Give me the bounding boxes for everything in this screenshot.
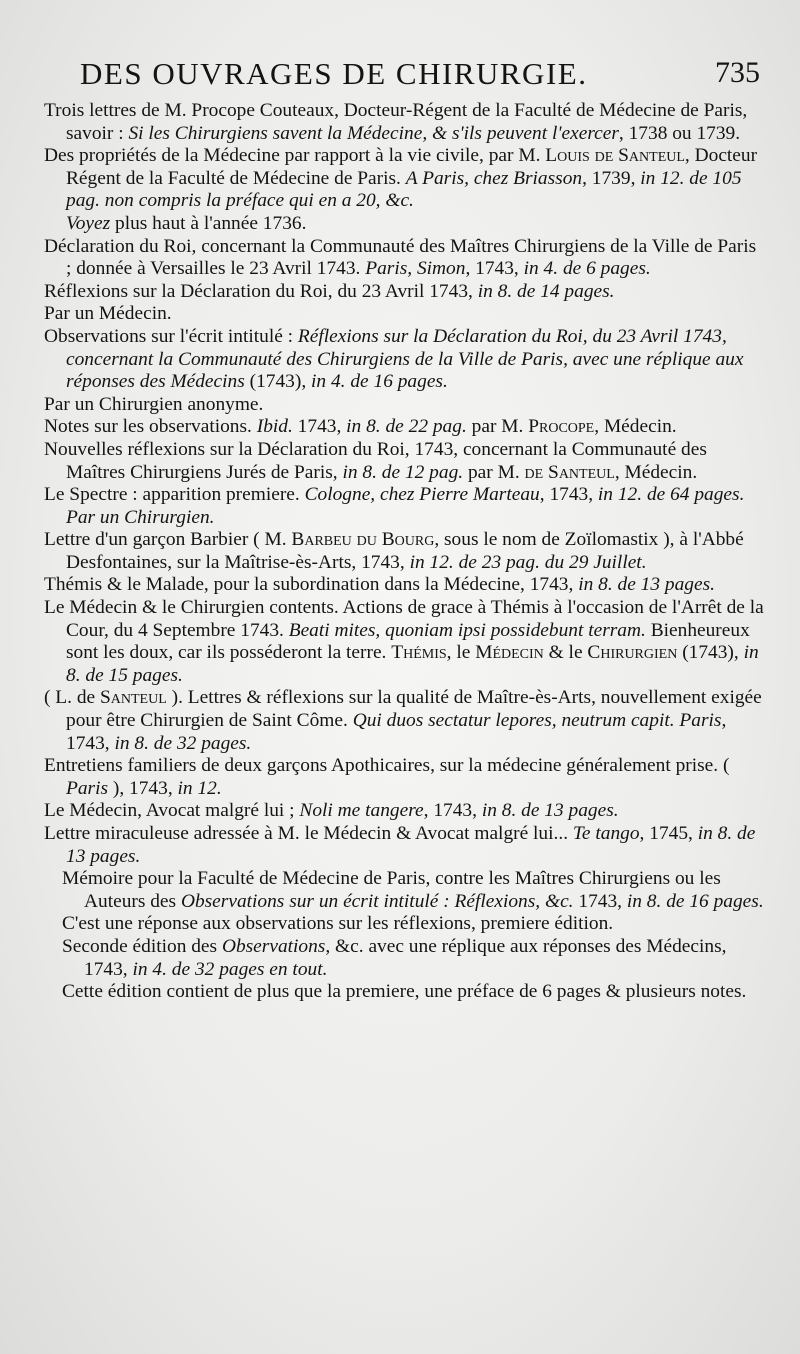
- entry-text: Seconde édition des: [62, 935, 222, 957]
- entry-text: ). Lettres & réflexions sur la qualité de Maître-ès-Arts, nouvellement exigée pour être Chirurgien de Saint Côme.: [66, 687, 762, 732]
- entry-text: Des propriétés de la Médecine par rapport à la vie civile, par M.: [44, 145, 546, 167]
- entry-text: , sous le nom de Zoïlomastix ), à l'Abbé Desfontaines, sur la Maîtrise-ès-Arts, 1743,: [66, 529, 744, 573]
- bibliography-entry: [44, 936, 766, 981]
- entry-text: , 1743,: [539, 484, 598, 506]
- italic-text: Qui duos sectatur lepores, neutrum capit. Paris: [352, 710, 722, 732]
- bibliography-entry: [44, 439, 766, 484]
- entry-text: Entretiens familiers de deux garçons Apothicaires, sur la médecine généralement prise. (: [44, 755, 730, 777]
- entry-text: Bienheureux sont les doux, car ils posséderont la terre.: [66, 619, 750, 664]
- small-caps-text: de Santeul: [524, 461, 615, 483]
- italic-text: A Paris, chez Briasson: [405, 167, 583, 189]
- entry-text: Le Spectre : apparition premiere.: [44, 484, 305, 506]
- italic-text: Observations sur un écrit intitulé : Réflexions, &c.: [180, 890, 574, 912]
- entry-text: , 1745,: [639, 823, 698, 844]
- bibliography-entry: [44, 326, 766, 394]
- bibliography-entry: [44, 100, 766, 145]
- italic-text: in 12.: [177, 777, 222, 799]
- bibliography-entry: [44, 145, 766, 213]
- bibliography-entry: [44, 823, 766, 868]
- bibliography-entry: [44, 755, 766, 800]
- entry-text: , 1739,: [582, 167, 641, 189]
- entry-text: , 1743,: [423, 800, 482, 822]
- entry-text: , Docteur Régent de la Faculté de Médecine de Paris.: [66, 145, 758, 189]
- entry-text: par M.: [466, 416, 529, 438]
- bibliography-entry: [44, 281, 766, 304]
- page-header: [70, 52, 760, 98]
- entry-text: , le: [446, 642, 476, 664]
- entry-text: Réflexions sur la Déclaration du Roi, du 23 Avril 1743,: [44, 280, 478, 302]
- entry-text: Lettre d'un garçon Barbier ( M.: [44, 529, 292, 551]
- bibliography-entry: [44, 529, 766, 574]
- entry-text: (1743),: [677, 642, 744, 664]
- italic-text: in 8. de 12 pag.: [342, 461, 464, 483]
- entry-text: , 1743,: [66, 710, 727, 754]
- bibliography-entry: [44, 868, 766, 913]
- entry-text: ( L. de: [44, 687, 100, 709]
- italic-text: Paris: [66, 777, 109, 799]
- entry-text: Nouvelles réflexions sur la Déclaration du Roi, 1743, concernant la Communauté des Maîtres Chirurgiens Jurés de Paris,: [44, 438, 707, 483]
- small-caps-text: Barbeu du Bourg: [291, 529, 435, 551]
- entry-text: Par un Médecin.: [44, 303, 172, 325]
- entry-text: ), 1743,: [108, 777, 178, 799]
- running-title: DES OUVRAGES DE CHIRURGIE.: [80, 56, 588, 91]
- bibliography-list: [44, 100, 766, 1004]
- bibliography-entry: [44, 394, 766, 417]
- bibliography-entry: [44, 913, 766, 936]
- italic-text: in 12. de 105 pag. non compris la préface qui en a 20, &c.: [66, 167, 742, 212]
- italic-text: Voyez: [66, 212, 111, 234]
- entry-text: par M.: [463, 461, 525, 483]
- italic-text: in 4. de 32 pages en tout.: [132, 958, 328, 980]
- entry-text: Mémoire pour la Faculté de Médecine de Paris, contre les Maîtres Chirurgiens ou les Auteurs des: [62, 868, 721, 912]
- italic-text: in 8. de 14 pages.: [477, 280, 615, 302]
- italic-text: in 8. de 32 pages.: [114, 732, 252, 754]
- italic-text: Ibid.: [256, 416, 293, 438]
- entry-text: & le: [543, 642, 588, 664]
- italic-text: Si les Chirurgiens savent la Médecine, & s'ils peuvent l'exercer: [128, 122, 619, 144]
- small-caps-text: Médecin: [475, 642, 544, 664]
- entry-text: Cette édition contient de plus que la premiere, une préface de 6 pages & plusieurs notes.: [62, 981, 747, 1003]
- bibliography-entry: [44, 687, 766, 755]
- italic-text: in 8. de 15 pages.: [66, 642, 759, 686]
- italic-text: Te tango: [572, 823, 640, 844]
- entry-text: Par un Chirurgien anonyme.: [44, 393, 264, 415]
- entry-text: , &c. avec une réplique aux réponses des Médecins, 1743,: [84, 935, 727, 980]
- italic-text: Beati mites, quoniam ipsi possidebunt terram.: [288, 619, 646, 641]
- italic-text: in 8. de 22 pag.: [346, 416, 467, 438]
- italic-text: in 12. de 23 pag. du 29 Juillet.: [409, 551, 647, 573]
- entry-text: (1743),: [244, 371, 312, 393]
- entry-text: Déclaration du Roi, concernant la Communauté des Maîtres Chirurgiens de la Ville de Paris ; donnée à Versailles le 23 Avril 1743.: [44, 235, 757, 280]
- entry-text: , 1738 ou 1739.: [618, 122, 741, 144]
- bibliography-entry: [44, 484, 766, 529]
- entry-text: plus haut à l'année 1736.: [110, 212, 307, 234]
- entry-text: Le Médecin & le Chirurgien contents. Actions de grace à Thémis à l'occasion de l'Arrêt de la Cour, du 4 Septembre 1743.: [44, 597, 764, 641]
- italic-text: Observations: [221, 935, 326, 957]
- entry-text: , Médecin.: [594, 416, 677, 438]
- italic-text: in 12. de 64 pages. Par un Chirurgien.: [66, 484, 745, 528]
- bibliography-entry: [44, 800, 766, 823]
- small-caps-text: Louis de Santeul: [545, 145, 685, 167]
- bibliography-entry: [44, 597, 766, 687]
- italic-text: in 8. de 13 pages.: [481, 800, 619, 822]
- entry-text: Notes sur les observations.: [44, 416, 257, 438]
- entry-text: Observations sur l'écrit intitulé :: [44, 325, 298, 347]
- entry-text: Le Médecin, Avocat malgré lui ;: [44, 800, 300, 822]
- italic-text: Réflexions sur la Déclaration du Roi, du 23 Avril 1743, concernant la Communauté des Chirurgiens de la Ville de Paris, avec une réplique aux réponses des Médecins: [66, 325, 744, 393]
- italic-text: Noli me tangere: [299, 800, 424, 822]
- small-caps-text: Chirurgien: [587, 642, 678, 664]
- entry-text: , 1743,: [465, 258, 524, 280]
- italic-text: in 8. de 16 pages.: [626, 890, 764, 912]
- entry-note: [44, 213, 766, 236]
- bibliography-entry: [44, 236, 766, 281]
- italic-text: in 4. de 16 pages.: [311, 371, 448, 393]
- bibliography-entry: [44, 303, 766, 326]
- entry-text: Thémis & le Malade, pour la subordination dans la Médecine, 1743,: [44, 574, 579, 596]
- entry-text: , Médecin.: [614, 461, 698, 483]
- bibliography-entry: [44, 416, 766, 439]
- entry-text: 1743,: [573, 890, 627, 912]
- italic-text: Paris, Simon: [365, 258, 466, 280]
- italic-text: Cologne, chez Pierre Marteau: [304, 484, 540, 506]
- page-number: 735: [715, 56, 760, 89]
- small-caps-text: Procope: [528, 416, 595, 438]
- entry-text: Trois lettres de M. Procope Couteaux, Docteur-Régent de la Faculté de Médecine de Paris, savoir :: [44, 100, 748, 144]
- italic-text: in 8. de 13 pages.: [66, 823, 756, 867]
- bibliography-entry: [44, 574, 766, 597]
- small-caps-text: Santeul: [100, 687, 167, 709]
- small-caps-text: Thémis: [391, 642, 447, 664]
- bibliography-entry: [44, 981, 766, 1004]
- entry-text: Lettre miraculeuse adressée à M. le Médecin & Avocat malgré lui...: [44, 823, 573, 844]
- entry-text: C'est une réponse aux observations sur les réflexions, premiere édition.: [62, 913, 614, 935]
- italic-text: in 8. de 13 pages.: [578, 574, 715, 596]
- italic-text: in 4. de 6 pages.: [523, 258, 651, 280]
- entry-text: 1743,: [292, 416, 347, 438]
